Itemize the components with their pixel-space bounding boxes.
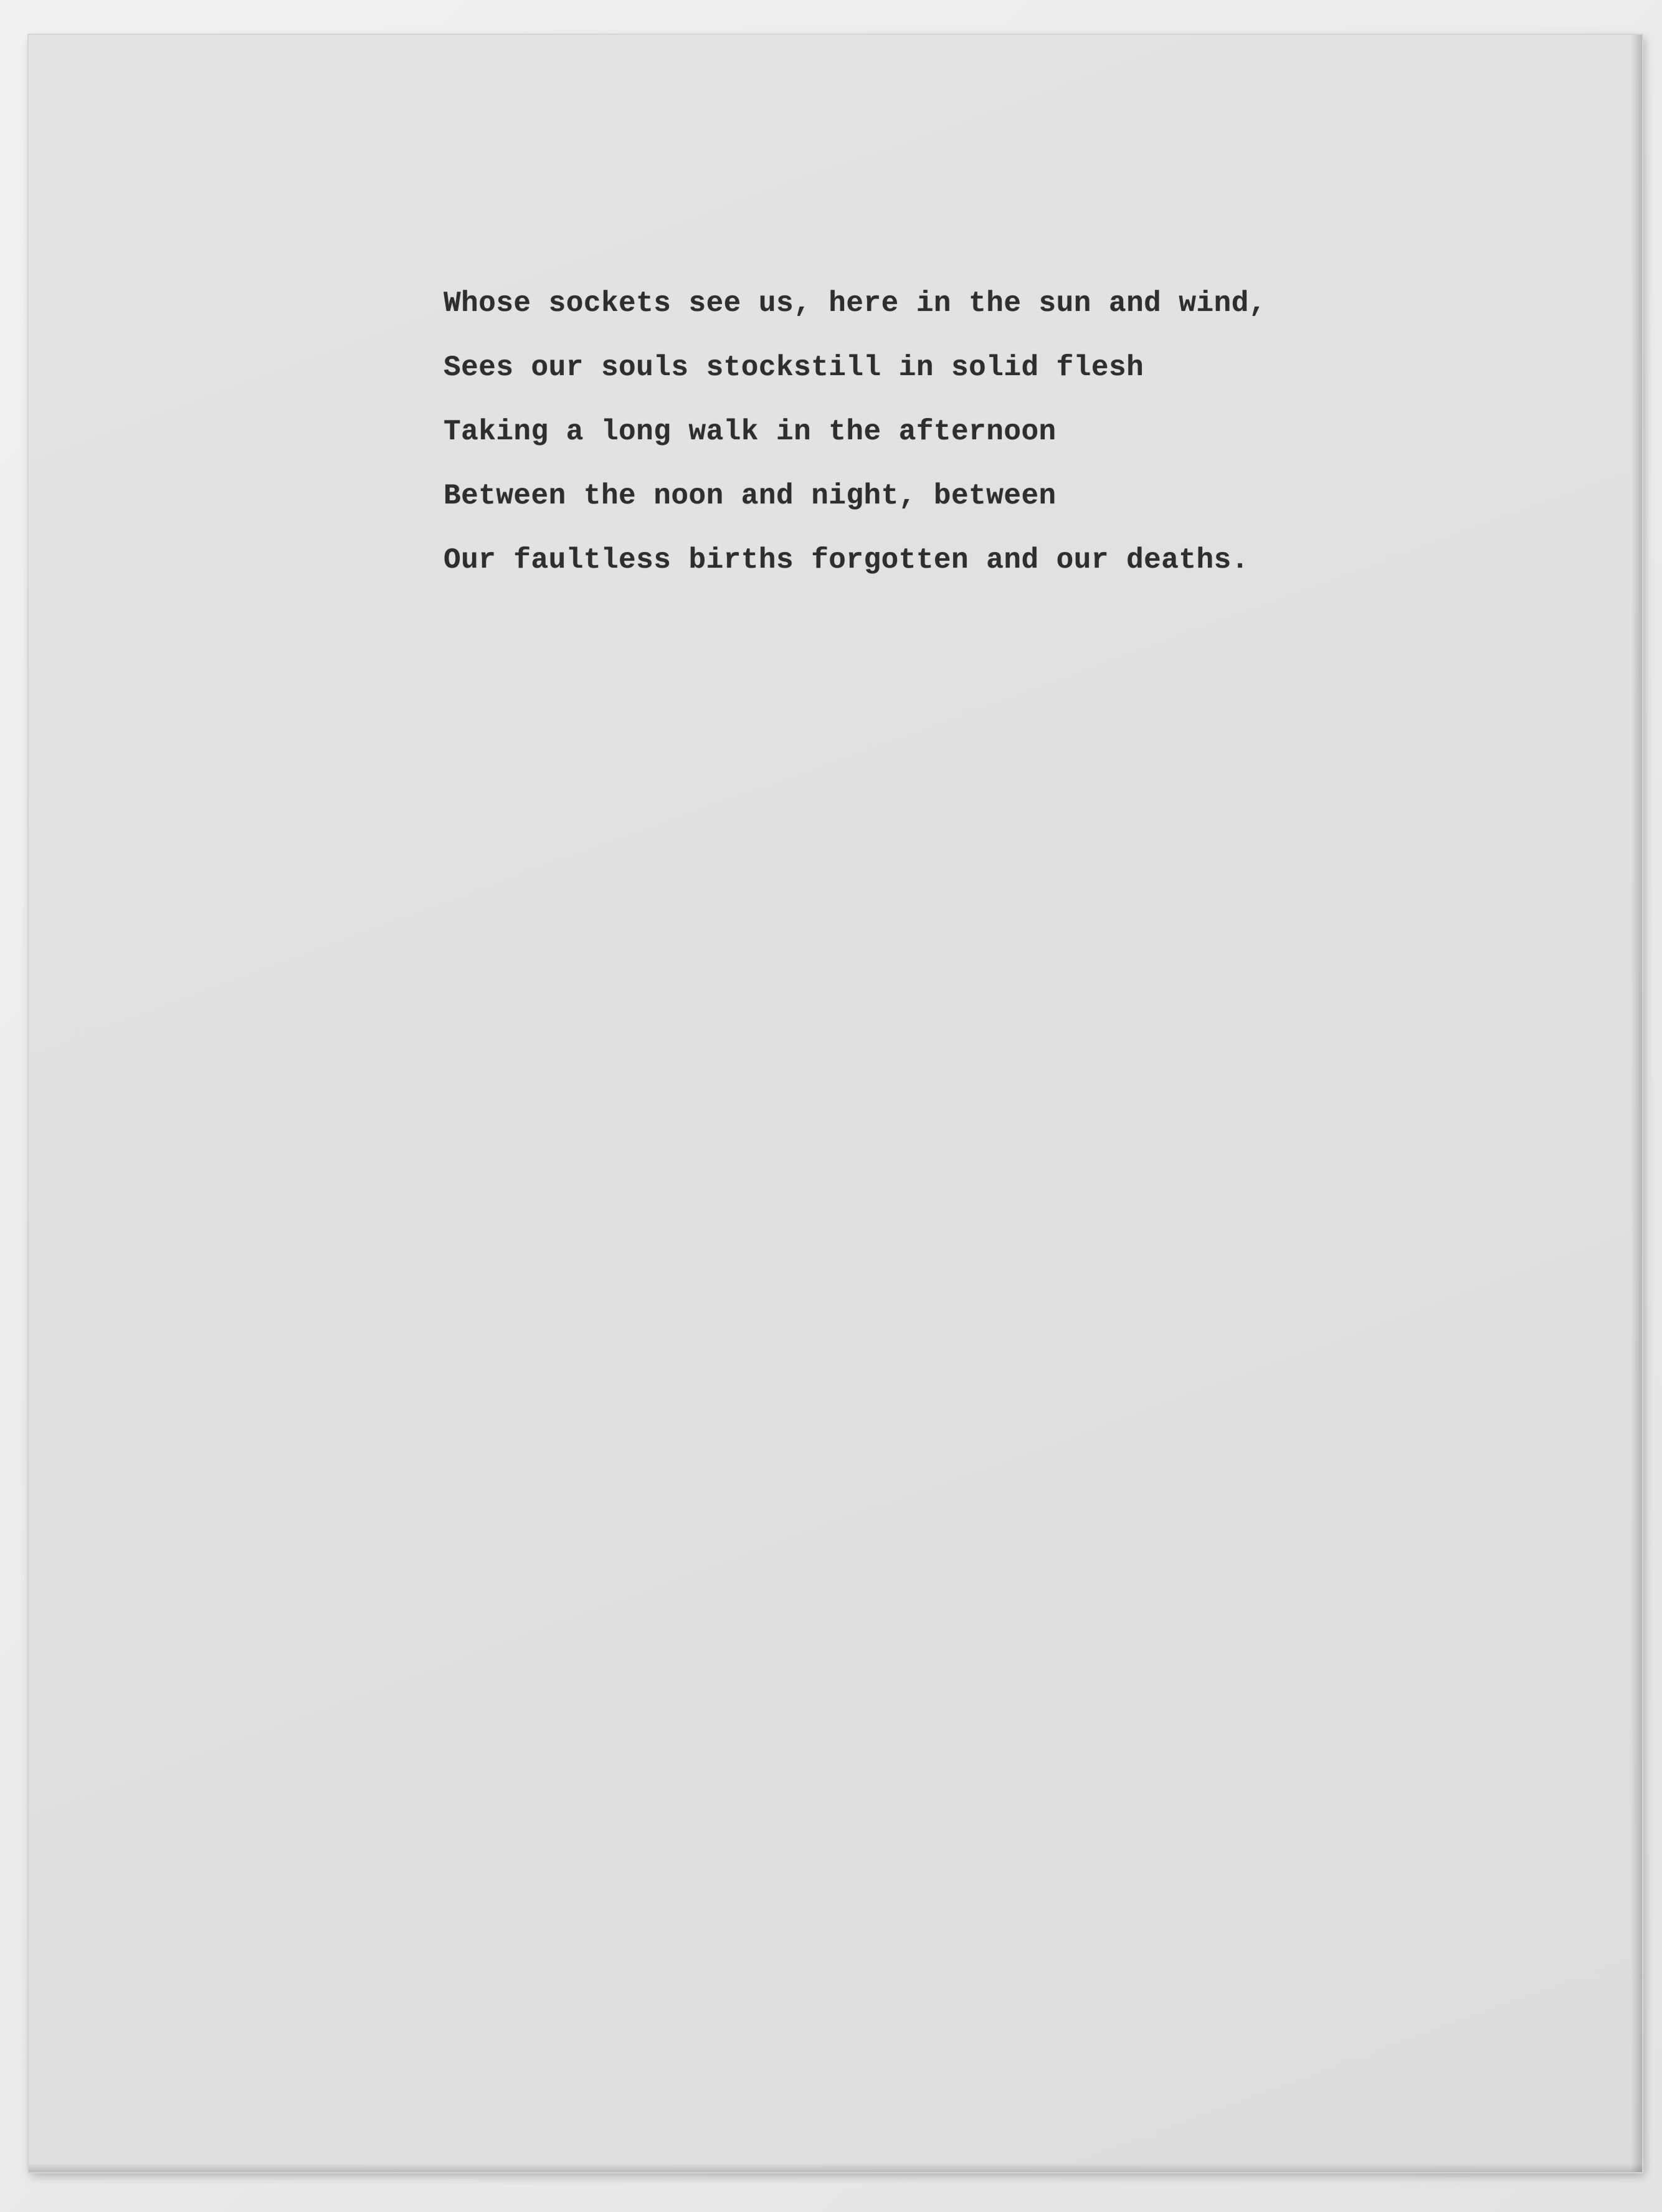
poem-line-4: Between the noon and night, between	[444, 480, 1057, 512]
poem-line-5: Our faultless births forgotten and our deaths.	[444, 544, 1249, 576]
poem-stanza	[444, 272, 1378, 593]
page-edge-shadow-bottom	[29, 2163, 1642, 2172]
typed-page	[29, 35, 1642, 2172]
poem-line-1: Whose sockets see us, here in the sun and wind,	[444, 287, 1266, 320]
poem-line-3: Taking a long walk in the afternoon	[444, 416, 1057, 448]
poem-line-2: Sees our souls stockstill in solid flesh	[444, 351, 1144, 384]
page-edge-shadow-right	[1631, 35, 1642, 2172]
